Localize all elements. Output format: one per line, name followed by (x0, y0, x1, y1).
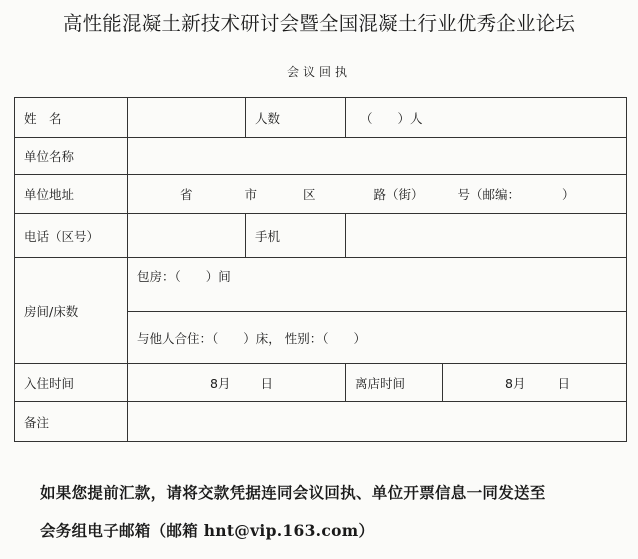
row-room-private (15, 258, 627, 312)
unit-name-field[interactable] (128, 138, 627, 175)
row-dates (15, 364, 627, 402)
footer-line-1: 如果您提前汇款，请将交款凭据连同会议回执、单位开票信息一同发送至 (40, 483, 546, 502)
phone-field[interactable] (128, 214, 246, 258)
address-number: 号（邮编： (457, 187, 521, 202)
receipt-form-table (14, 97, 627, 442)
room-private-field[interactable] (128, 258, 627, 312)
checkout-label: 离店时间 (346, 364, 443, 402)
unit-name-label: 单位名称 (15, 138, 128, 175)
room-shared-text: 与他人合住：（ ）床， 性别：（ ） (137, 330, 366, 346)
address-province: 省 (180, 187, 193, 202)
row-remark (15, 402, 627, 442)
address-close: ） (562, 187, 575, 202)
room-label: 房间/床数 (15, 258, 128, 364)
checkout-field[interactable] (443, 364, 627, 402)
footer-line-2: 会务组电子邮箱（邮箱 hnt@vip.163.com） (40, 521, 375, 540)
phone-label: 电话（区号） (15, 214, 128, 258)
name-field[interactable] (128, 98, 246, 138)
checkin-field[interactable] (128, 364, 346, 402)
address-district: 区 (303, 187, 316, 202)
checkin-month: 8月 (210, 375, 231, 391)
checkout-month: 8月 (505, 375, 526, 391)
room-shared-field[interactable] (128, 312, 627, 364)
mobile-field[interactable] (346, 214, 627, 258)
row-phone (15, 214, 627, 258)
count-label: 人数 (246, 98, 346, 138)
address-field[interactable] (128, 175, 627, 214)
remark-field[interactable] (128, 402, 627, 442)
count-value: （ ）人 (360, 110, 423, 126)
count-field[interactable] (346, 98, 627, 138)
checkin-day: 日 (260, 375, 273, 391)
row-address (15, 175, 627, 214)
remark-label: 备注 (15, 402, 128, 442)
row-name (15, 98, 627, 138)
address-label: 单位地址 (15, 175, 128, 214)
address-city: 市 (244, 187, 258, 202)
mobile-label: 手机 (246, 214, 346, 258)
room-private-text: 包房：（ ）间 (137, 269, 231, 284)
name-label: 姓 名 (15, 98, 128, 138)
address-road: 路（街） (373, 187, 424, 202)
form-title: 高性能混凝土新技术研讨会暨全国混凝土行业优秀企业论坛 (62, 12, 576, 35)
checkin-label: 入住时间 (15, 364, 128, 402)
checkout-day: 日 (557, 375, 570, 391)
form-subtitle: 会议回执 (286, 65, 351, 79)
row-unit-name (15, 138, 627, 175)
